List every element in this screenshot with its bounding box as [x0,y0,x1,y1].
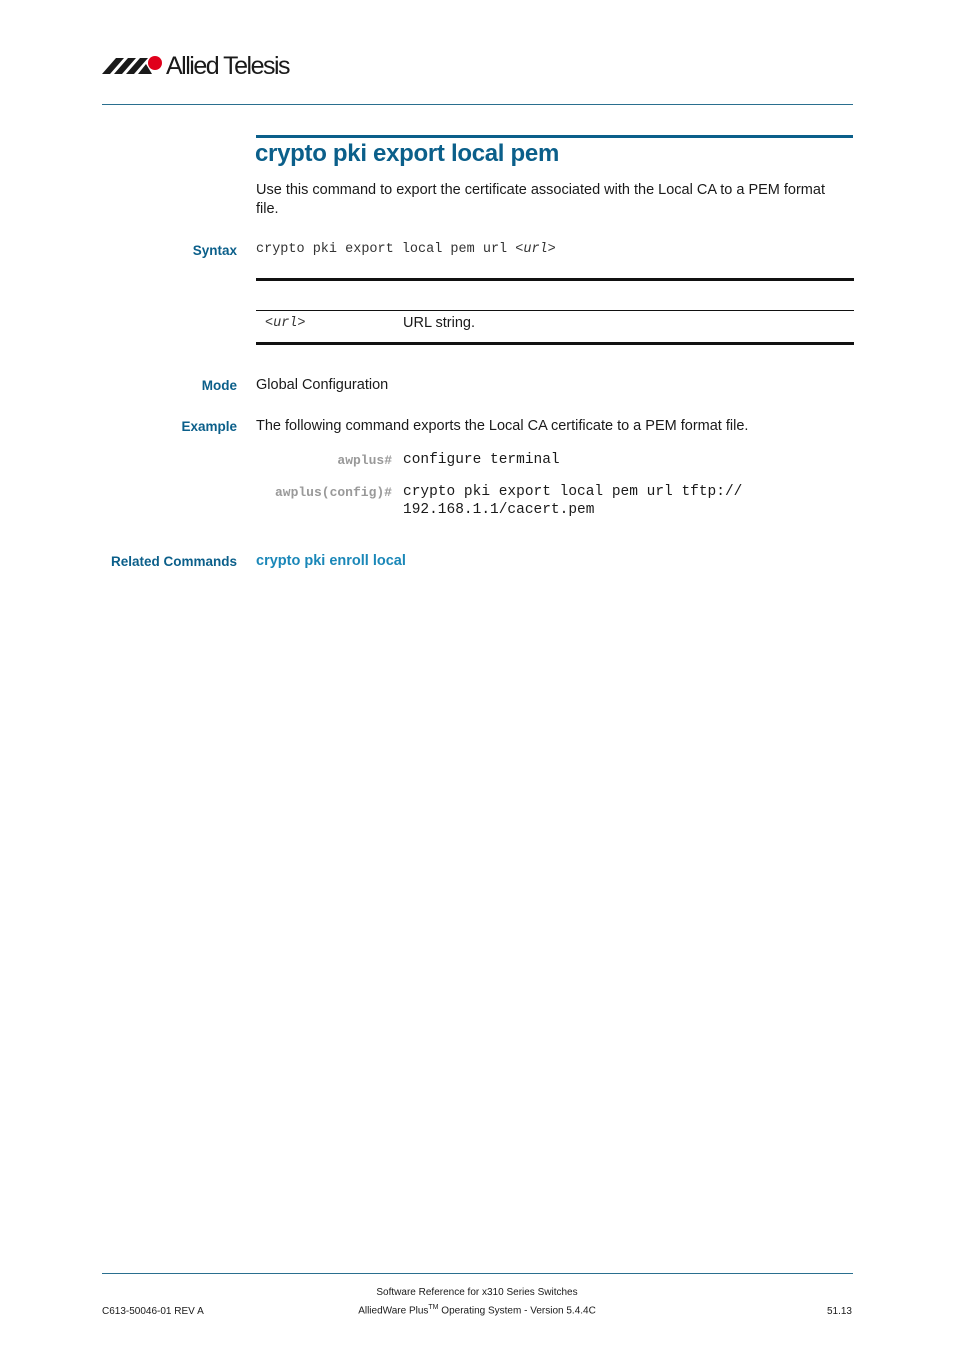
page-number: 51.13 [826,1306,852,1317]
mode-value: Global Configuration [256,377,389,393]
command-description: Use this command to export the certificate associated with the Local CA to a PEM format file. [256,182,825,217]
title-rule [256,135,853,138]
parameter-description: URL string. [403,315,475,331]
mode-label: Mode [201,378,237,393]
footer-doc-id: C613-50046-01 REV A [102,1306,204,1317]
table-header-rule [256,310,854,311]
related-command-link[interactable]: crypto pki enroll local [256,553,406,569]
syntax-text: crypto pki export local pem url [256,242,516,257]
example-intro: The following command exports the Local CA certificate to a PEM format file. [256,418,749,434]
syntax-line [256,242,556,257]
cli-prompt: awplus(config)# [274,485,392,500]
logo-mark-icon [102,52,166,80]
table-top-rule [256,278,854,281]
related-commands-label: Related Commands [110,554,237,569]
page-title: crypto pki export local pem [255,140,559,167]
footer-os-version: AlliedWare Plus™ Operating System - Version 5.4.4C [358,1304,596,1317]
footer-divider [102,1273,853,1274]
example-label: Example [181,419,237,434]
allied-telesis-logo [102,52,302,80]
logo-text: Allied Telesis [166,52,290,80]
syntax-arg: <url> [515,242,556,257]
table-bottom-rule [256,342,854,345]
header-divider [102,104,853,105]
syntax-label: Syntax [192,243,237,258]
footer-doc-title: Software Reference for x310 Series Switches [376,1287,578,1298]
cli-command: configure terminal [403,452,560,468]
cli-prompt: awplus# [337,453,392,468]
cli-command: crypto pki export local pem url tftp:// 192.168.1.1/cacert.pem [403,484,743,518]
parameter-name: <url> [265,316,306,331]
